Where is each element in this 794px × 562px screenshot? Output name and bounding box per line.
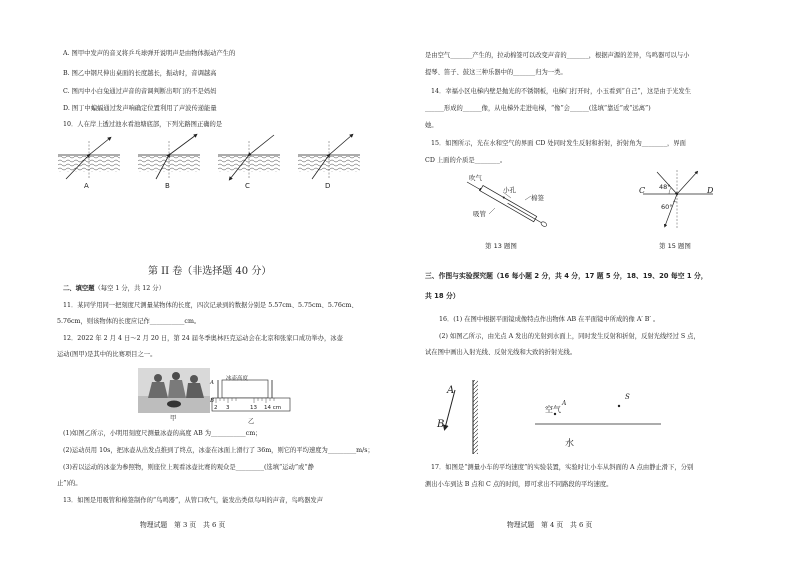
q13-line-2: 提琴、笛子、鼓这三种乐器中的_______归为一类。 — [425, 69, 567, 76]
fig15-angle-60: 60° — [661, 203, 673, 211]
q12-part-1: (1)如图乙所示，小明用刻度尺测量冰壶的高度 AB 为___________cm； — [63, 430, 262, 437]
q10-diagram-d — [298, 135, 360, 179]
q16-label-water: 水 — [565, 439, 575, 449]
fill-in-heading — [63, 285, 165, 294]
section-3-title-cont: 共 18 分） — [425, 292, 460, 300]
q10-label-d: D — [325, 182, 331, 190]
q10-diagram-a — [58, 138, 120, 179]
ruler-tick-14: 14 cm — [264, 405, 282, 411]
q17-line-2: 测出小车到达 B 点和 C 点的时间，即可求出不同路段的平均速度。 — [425, 481, 613, 488]
section-3-title: 三、作图与实验探究题（16 每小题 2 分，共 4 分，17 题 5 分，18、19、20 每空 1 分， — [425, 272, 708, 280]
q10-label-b: B — [165, 182, 170, 190]
fig15-angle-48: 48° — [659, 183, 671, 191]
q12-part-3a: (3)若以运动的冰壶为参照物，则座位上观看冰壶比赛的观众是_________(选填“运动”或“静 — [63, 464, 314, 471]
right-page-footer: 物理试题 第 4 页 共 6 页 — [507, 521, 593, 529]
q14-line-1: 14．幸福小区电梯内壁是抛光的不锈钢板，电梯门打开时，小玉看到“自己”，这是由于光发生 — [431, 88, 692, 95]
fig13-caption: 第 13 题图 — [485, 242, 517, 250]
q13-line-1: 是由空气_______产生的，拉动棉签可以改变声音的_______，根据声源的差异，鸟鸣器可以与小 — [425, 52, 690, 59]
q16-label-a: A — [447, 385, 455, 396]
q16-part-1: 16．(1) 在图中根据平面镜成像特点作出物体 AB 在平面镜中所成的像 A′ B′ 。 — [439, 316, 660, 323]
q12-line-1: 12．2022 年 2 月 4 日～2 月 20 日，第 24 届冬季奥林匹克运动会在北京和张家口成功举办，冰壶 — [63, 335, 343, 342]
fig-label-yi: 乙 — [248, 418, 255, 425]
q12-part-3b: 止”)的。 — [57, 480, 82, 487]
q16-part-2a: (2) 如图乙所示，由光点 A 发出的光射到水面上，同时发生反射和折射，反射光线经过 S 点， — [439, 333, 700, 340]
fig13-bird-whistle — [467, 176, 557, 232]
q16-label-b: B — [437, 419, 445, 430]
q15-line-2: CD 上面的介质是________。 — [425, 157, 507, 164]
q10-label-a: A — [84, 182, 89, 190]
q10-diagram-c — [218, 135, 280, 179]
left-page-footer: 物理试题 第 3 页 共 6 页 — [140, 521, 226, 529]
q9-option-a: A. 图甲中发声的音叉将乒乓球弹开说明声是由物体振动产生的 — [63, 50, 236, 57]
q11-line-1: 11．某同学用同一把刻度尺测量某物体的长度，四次记录到的数据分别是 5.57cm、5.75cm、5.76cm、 — [63, 302, 358, 309]
q16-diagrams — [427, 376, 687, 456]
q14-line-3: 她。 — [425, 122, 438, 129]
q15-line-1: 15．如图所示，光在水和空气的界面 CD 处同时发生反射和折射，折射角为________，界面 — [431, 140, 686, 147]
fig15-caption: 第 15 题图 — [659, 242, 691, 250]
q17-line-1: 17．如图是“测量小车的平均速度”的实验装置，实验时让小车从斜面的 A 点由静止滑下，分别 — [431, 464, 694, 471]
right-page — [397, 0, 794, 562]
q16-part-2b: 试在图中画出入射光线、反射光线和大致的折射光线。 — [425, 349, 577, 356]
ruler-point-a: A — [210, 380, 214, 386]
q16-label-a2: A — [562, 400, 567, 407]
fig13-label-hole: 小孔 — [503, 186, 516, 194]
fig13-label-cotton: 棉签 — [531, 194, 544, 202]
ruler-title: 冰壶高度 — [226, 376, 249, 382]
q11-line-2: 5.76cm，则该物体的长度应记作___________cm。 — [57, 318, 201, 325]
q12-line-2: 运动(图甲)是其中的比赛项目之一。 — [57, 351, 157, 358]
q13-stem: 13．如图是用吸管和棉签制作的“鸟鸣器”，从管口吹气，能发出类似鸟叫的声音，鸟鸣器发声 — [63, 497, 324, 504]
q12-part-2: (2)运动员用 10s，把冰壶从出发点推到了终点，冰壶在冰面上滑行了 36m，则它的平均速度为_________m/s； — [63, 447, 374, 454]
q9-option-b: B. 图乙中钢尺伸出桌面的长度越长，振动时，音调越高 — [63, 70, 217, 77]
q10-diagrams — [58, 135, 358, 195]
fill-in-note: （每空 1 分，共 12 分） — [94, 285, 165, 292]
fig13-label-straw: 吸管 — [473, 210, 486, 218]
q16-label-air: 空气 — [545, 405, 561, 414]
fig15-label-c: C — [639, 186, 646, 195]
q10-diagram-b — [138, 135, 200, 179]
q9-option-d: D. 图丁中蝙蝠通过发声响确定位置利用了声波传递能量 — [63, 105, 217, 112]
ruler-point-b: B — [210, 398, 215, 404]
q9-option-c: C. 图丙中小白兔通过声音的音调判断出叩门的不是妈妈 — [63, 88, 217, 95]
ruler-tick-2: 2 — [214, 405, 218, 411]
fill-in-title: 二、填空题 — [63, 285, 95, 292]
q14-line-2: ______形成的______像，从电梯外走进电梯，“像”会______(选填“靠近”或“远离”) — [425, 105, 651, 112]
curling-photo — [138, 368, 210, 413]
q16-label-s: S — [625, 393, 630, 401]
ruler-tick-3: 3 — [226, 405, 230, 411]
q10-label-c: C — [245, 182, 250, 190]
ruler-tick-13: 13 — [250, 405, 257, 411]
fig13-label-blow: 吹气 — [469, 174, 482, 182]
fig15-refraction — [635, 168, 725, 230]
q10-stem: 10．人在岸上透过池水看池塘底部，下列光路图正确的是 — [63, 121, 223, 128]
fig15-label-d: D — [707, 186, 714, 195]
fig-label-jia: 甲 — [170, 415, 177, 422]
section-2-title: 第 II 卷（非选择题 40 分） — [148, 266, 272, 277]
